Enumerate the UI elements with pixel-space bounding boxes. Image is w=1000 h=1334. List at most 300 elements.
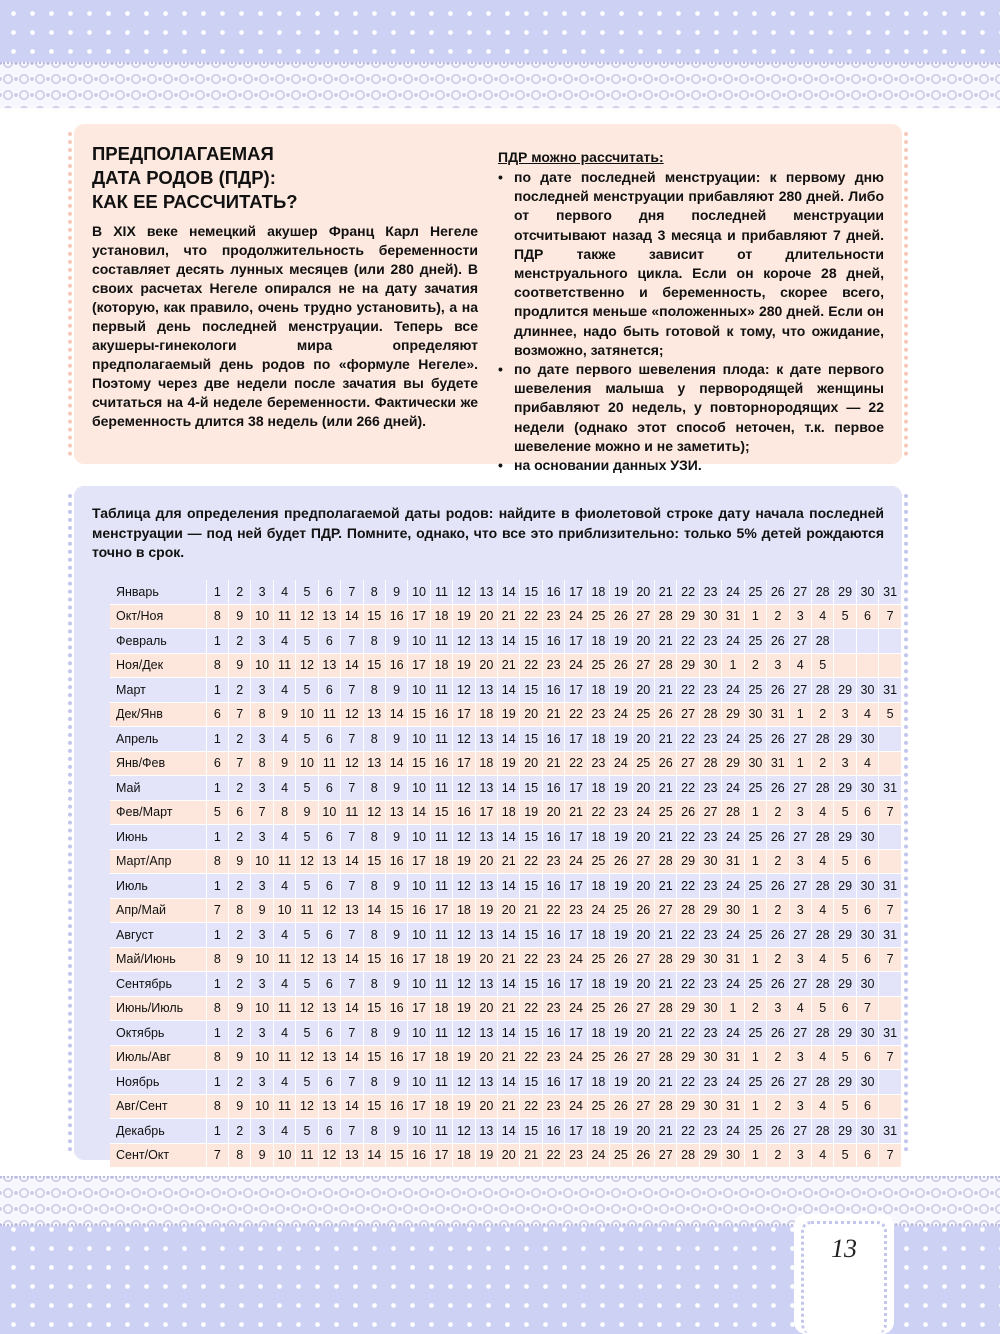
day-cell: 9 xyxy=(251,899,273,924)
day-cell: 16 xyxy=(408,899,430,924)
day-cell: 14 xyxy=(498,972,520,997)
day-cell: 20 xyxy=(476,1046,498,1071)
day-cell: 22 xyxy=(520,948,542,973)
day-cell: 10 xyxy=(408,629,430,654)
day-cell: 19 xyxy=(610,776,632,801)
day-cell: 11 xyxy=(274,654,296,679)
day-cell: 8 xyxy=(364,874,386,899)
day-cell: 19 xyxy=(453,1046,475,1071)
day-cell: 21 xyxy=(655,1070,677,1095)
day-cell: 30 xyxy=(857,972,879,997)
day-cell: 3 xyxy=(767,997,789,1022)
day-cell: 12 xyxy=(453,874,475,899)
day-cell: 8 xyxy=(251,752,273,777)
day-cell: 3 xyxy=(790,801,812,826)
day-cell: 27 xyxy=(633,654,655,679)
day-cell: 13 xyxy=(319,850,341,875)
day-cell: 23 xyxy=(700,727,722,752)
day-cell: 20 xyxy=(633,1119,655,1144)
day-cell: 18 xyxy=(588,776,610,801)
day-cell: 10 xyxy=(408,580,430,605)
day-cell: 9 xyxy=(386,874,408,899)
bullet-icon: • xyxy=(498,361,503,378)
day-cell: 5 xyxy=(834,1095,856,1120)
day-cell: 11 xyxy=(341,801,363,826)
day-cell: 14 xyxy=(341,605,363,630)
day-cell: 30 xyxy=(700,948,722,973)
day-cell: 19 xyxy=(453,997,475,1022)
day-cell: 1 xyxy=(745,899,767,924)
day-cell: 15 xyxy=(520,923,542,948)
day-cell: 25 xyxy=(633,703,655,728)
day-cell: 27 xyxy=(633,948,655,973)
day-cell: 5 xyxy=(296,972,318,997)
day-cell: 24 xyxy=(565,850,587,875)
day-cell: 17 xyxy=(431,899,453,924)
day-cell: 11 xyxy=(431,580,453,605)
day-cell: 20 xyxy=(476,654,498,679)
table-intro-text: Таблица для определения предполагаемой даты родов: найдите в фиолетовой строке дату начала последней менструации — под ней будет ПДР. Помните, однако, что все это приблизительно: только 5% детей рождаются точно в срок. xyxy=(92,505,884,560)
day-cell: 3 xyxy=(251,1070,273,1095)
lace-border-top xyxy=(0,62,1000,112)
day-cell: 12 xyxy=(453,1021,475,1046)
day-cell: 31 xyxy=(722,1046,744,1071)
month-label: Январь xyxy=(110,580,207,605)
day-cell: 5 xyxy=(296,825,318,850)
day-cell: 9 xyxy=(386,1070,408,1095)
day-cell: 19 xyxy=(453,605,475,630)
day-cell: 6 xyxy=(319,874,341,899)
day-cell: 4 xyxy=(274,825,296,850)
day-cell: 27 xyxy=(790,825,812,850)
day-cell: 21 xyxy=(655,776,677,801)
day-cell: 9 xyxy=(386,1119,408,1144)
day-cell: 26 xyxy=(677,801,699,826)
day-cell: 30 xyxy=(857,1119,879,1144)
table-row-start-month xyxy=(110,1070,902,1095)
day-cell: 5 xyxy=(296,629,318,654)
day-cell: 4 xyxy=(274,1021,296,1046)
day-cell xyxy=(834,654,856,679)
day-cell: 11 xyxy=(431,678,453,703)
day-cell: 17 xyxy=(408,1095,430,1120)
day-cell: 9 xyxy=(251,1144,273,1169)
day-cell: 11 xyxy=(431,825,453,850)
day-cell: 11 xyxy=(274,997,296,1022)
day-cell: 11 xyxy=(274,1095,296,1120)
day-cell: 23 xyxy=(543,605,565,630)
day-cell: 4 xyxy=(274,727,296,752)
day-cell: 19 xyxy=(610,727,632,752)
day-cell: 11 xyxy=(431,1119,453,1144)
day-cell: 4 xyxy=(812,948,834,973)
day-cell: 12 xyxy=(453,923,475,948)
day-cell: 28 xyxy=(677,1144,699,1169)
day-cell: 10 xyxy=(251,605,273,630)
day-cell: 6 xyxy=(319,678,341,703)
day-cell: 20 xyxy=(633,923,655,948)
day-cell: 15 xyxy=(520,1070,542,1095)
day-cell: 30 xyxy=(857,874,879,899)
day-cell: 14 xyxy=(341,850,363,875)
day-cell: 15 xyxy=(408,703,430,728)
month-label: Ноябрь xyxy=(110,1070,207,1095)
day-cell: 16 xyxy=(431,703,453,728)
due-date-table xyxy=(110,580,902,1168)
month-label: Апр/Май xyxy=(110,899,207,924)
day-cell: 16 xyxy=(386,605,408,630)
day-cell: 4 xyxy=(812,1144,834,1169)
day-cell: 13 xyxy=(319,1046,341,1071)
day-cell: 26 xyxy=(610,850,632,875)
day-cell: 2 xyxy=(767,605,789,630)
day-cell: 18 xyxy=(431,997,453,1022)
day-cell: 14 xyxy=(498,1070,520,1095)
day-cell: 5 xyxy=(296,580,318,605)
day-cell: 18 xyxy=(588,1119,610,1144)
day-cell: 12 xyxy=(453,727,475,752)
day-cell: 8 xyxy=(364,1119,386,1144)
bullet-icon: • xyxy=(498,457,503,474)
day-cell: 23 xyxy=(700,1021,722,1046)
day-cell: 22 xyxy=(565,752,587,777)
day-cell: 27 xyxy=(633,1095,655,1120)
day-cell: 13 xyxy=(319,654,341,679)
day-cell: 16 xyxy=(431,752,453,777)
day-cell: 5 xyxy=(296,678,318,703)
day-cell: 5 xyxy=(834,850,856,875)
day-cell: 22 xyxy=(677,825,699,850)
day-cell: 11 xyxy=(431,1021,453,1046)
day-cell: 23 xyxy=(700,923,722,948)
day-cell: 16 xyxy=(543,1070,565,1095)
day-cell: 19 xyxy=(453,1095,475,1120)
day-cell: 11 xyxy=(319,752,341,777)
day-cell: 22 xyxy=(520,1046,542,1071)
day-cell: 23 xyxy=(543,1046,565,1071)
month-label: Декабрь xyxy=(110,1119,207,1144)
day-cell: 17 xyxy=(565,727,587,752)
day-cell: 9 xyxy=(386,1021,408,1046)
day-cell: 6 xyxy=(857,1095,879,1120)
day-cell: 20 xyxy=(633,972,655,997)
day-cell xyxy=(857,654,879,679)
day-cell: 13 xyxy=(476,1119,498,1144)
day-cell: 3 xyxy=(767,654,789,679)
day-cell: 6 xyxy=(207,703,229,728)
day-cell: 25 xyxy=(745,825,767,850)
day-cell: 23 xyxy=(700,1119,722,1144)
day-cell: 20 xyxy=(633,1070,655,1095)
day-cell: 18 xyxy=(453,899,475,924)
day-cell: 8 xyxy=(207,850,229,875)
day-cell: 20 xyxy=(633,580,655,605)
day-cell: 26 xyxy=(655,752,677,777)
day-cell: 17 xyxy=(453,752,475,777)
day-cell: 31 xyxy=(879,1021,902,1046)
day-cell: 31 xyxy=(722,605,744,630)
pdr-method-text: на основании данных УЗИ. xyxy=(514,457,702,474)
day-cell: 17 xyxy=(565,678,587,703)
day-cell: 26 xyxy=(767,629,789,654)
day-cell: 11 xyxy=(319,703,341,728)
day-cell: 9 xyxy=(229,850,251,875)
day-cell: 29 xyxy=(834,1119,856,1144)
day-cell: 29 xyxy=(677,654,699,679)
info-title-line: ДАТА РОДОВ (ПДР): xyxy=(92,167,276,188)
day-cell: 29 xyxy=(722,752,744,777)
day-cell: 29 xyxy=(700,1144,722,1169)
month-label: Май/Июнь xyxy=(110,948,207,973)
table-row-start-month xyxy=(110,825,902,850)
day-cell: 9 xyxy=(386,923,408,948)
day-cell: 23 xyxy=(543,654,565,679)
day-cell: 24 xyxy=(722,1021,744,1046)
month-label: Февраль xyxy=(110,629,207,654)
day-cell: 2 xyxy=(767,850,789,875)
day-cell: 27 xyxy=(790,580,812,605)
day-cell: 22 xyxy=(543,899,565,924)
day-cell: 3 xyxy=(790,948,812,973)
day-cell: 25 xyxy=(588,605,610,630)
month-label: Март/Апр xyxy=(110,850,207,875)
day-cell: 16 xyxy=(543,1119,565,1144)
day-cell: 7 xyxy=(207,899,229,924)
day-cell: 31 xyxy=(879,678,902,703)
day-cell: 9 xyxy=(229,1095,251,1120)
day-cell: 29 xyxy=(834,727,856,752)
day-cell: 31 xyxy=(767,703,789,728)
day-cell: 8 xyxy=(274,801,296,826)
day-cell: 24 xyxy=(722,727,744,752)
day-cell: 10 xyxy=(274,899,296,924)
day-cell: 18 xyxy=(588,1021,610,1046)
day-cell: 9 xyxy=(229,1046,251,1071)
day-cell: 20 xyxy=(633,825,655,850)
month-label: Дек/Янв xyxy=(110,703,207,728)
day-cell: 11 xyxy=(274,850,296,875)
day-cell: 17 xyxy=(431,1144,453,1169)
day-cell: 29 xyxy=(700,899,722,924)
day-cell: 9 xyxy=(274,703,296,728)
day-cell: 8 xyxy=(364,972,386,997)
day-cell: 6 xyxy=(857,605,879,630)
day-cell: 28 xyxy=(655,605,677,630)
day-cell: 13 xyxy=(319,948,341,973)
day-cell: 28 xyxy=(812,678,834,703)
day-cell: 8 xyxy=(364,727,386,752)
pdr-methods-list xyxy=(498,168,884,475)
day-cell: 2 xyxy=(745,654,767,679)
day-cell: 23 xyxy=(610,801,632,826)
day-cell: 24 xyxy=(722,1119,744,1144)
day-cell: 22 xyxy=(677,874,699,899)
day-cell: 16 xyxy=(386,1095,408,1120)
day-cell: 30 xyxy=(857,825,879,850)
day-cell: 22 xyxy=(677,1021,699,1046)
day-cell: 6 xyxy=(319,1070,341,1095)
day-cell: 18 xyxy=(588,727,610,752)
table-row-due-month xyxy=(110,1095,902,1120)
day-cell: 13 xyxy=(476,1021,498,1046)
day-cell: 19 xyxy=(453,948,475,973)
day-cell: 10 xyxy=(251,850,273,875)
day-cell: 14 xyxy=(341,1046,363,1071)
day-cell: 25 xyxy=(745,923,767,948)
day-cell: 6 xyxy=(857,801,879,826)
day-cell: 6 xyxy=(857,850,879,875)
day-cell: 16 xyxy=(543,874,565,899)
day-cell: 12 xyxy=(296,1046,318,1071)
day-cell: 25 xyxy=(655,801,677,826)
day-cell: 5 xyxy=(296,727,318,752)
day-cell: 2 xyxy=(229,678,251,703)
day-cell: 13 xyxy=(319,997,341,1022)
day-cell: 21 xyxy=(520,899,542,924)
day-cell: 9 xyxy=(386,825,408,850)
day-cell: 18 xyxy=(476,752,498,777)
day-cell: 16 xyxy=(408,1144,430,1169)
day-cell: 24 xyxy=(565,654,587,679)
pdr-methods-heading: ПДР можно рассчитать: xyxy=(498,149,664,165)
day-cell: 19 xyxy=(610,825,632,850)
day-cell: 23 xyxy=(700,825,722,850)
day-cell: 7 xyxy=(341,727,363,752)
day-cell: 2 xyxy=(229,1070,251,1095)
day-cell: 7 xyxy=(879,899,902,924)
day-cell: 10 xyxy=(319,801,341,826)
day-cell: 4 xyxy=(274,874,296,899)
day-cell: 27 xyxy=(677,703,699,728)
day-cell: 27 xyxy=(790,1119,812,1144)
day-cell: 31 xyxy=(879,923,902,948)
day-cell: 8 xyxy=(364,629,386,654)
day-cell: 9 xyxy=(386,678,408,703)
day-cell: 28 xyxy=(700,703,722,728)
day-cell: 29 xyxy=(677,1095,699,1120)
day-cell: 19 xyxy=(453,850,475,875)
month-label: Октябрь xyxy=(110,1021,207,1046)
day-cell: 30 xyxy=(700,850,722,875)
month-label: Август xyxy=(110,923,207,948)
day-cell xyxy=(879,972,902,997)
page-number: 13 xyxy=(831,1234,857,1263)
day-cell: 14 xyxy=(341,1095,363,1120)
day-cell: 3 xyxy=(834,752,856,777)
table-row-due-month xyxy=(110,801,902,826)
day-cell: 4 xyxy=(812,1095,834,1120)
table-row-due-month xyxy=(110,850,902,875)
day-cell: 1 xyxy=(207,629,229,654)
day-cell: 6 xyxy=(319,923,341,948)
info-right-column xyxy=(498,148,884,475)
day-cell: 27 xyxy=(633,605,655,630)
day-cell: 4 xyxy=(790,654,812,679)
day-cell: 30 xyxy=(700,1095,722,1120)
day-cell: 20 xyxy=(633,776,655,801)
day-cell: 2 xyxy=(229,580,251,605)
pdr-method-text: по дате последней менструации: к первому дню последней менструации прибавляют 280 дней. Либо от первого дня последней менструации отсчитывают назад 3 месяца и прибавляют 7 дней. ПДР также зависит от длительности менструального цикла. Если он короче 28 дней, соответственно и беременность, скорее всего, продлится меньше «положенных» 280 дней. Если он длиннее, надо быть готовой к тому, что ожидание, возможно, затянется; xyxy=(514,169,884,358)
day-cell: 11 xyxy=(431,776,453,801)
day-cell: 24 xyxy=(722,776,744,801)
day-cell: 21 xyxy=(498,1095,520,1120)
day-cell: 26 xyxy=(610,605,632,630)
day-cell: 4 xyxy=(812,899,834,924)
month-label: Март xyxy=(110,678,207,703)
day-cell: 7 xyxy=(229,752,251,777)
day-cell: 4 xyxy=(274,678,296,703)
day-cell: 2 xyxy=(229,874,251,899)
day-cell: 25 xyxy=(745,727,767,752)
day-cell: 14 xyxy=(408,801,430,826)
day-cell: 12 xyxy=(453,629,475,654)
day-cell: 4 xyxy=(274,923,296,948)
day-cell: 22 xyxy=(677,629,699,654)
day-cell: 20 xyxy=(520,703,542,728)
day-cell: 12 xyxy=(341,752,363,777)
day-cell: 12 xyxy=(296,654,318,679)
day-cell: 19 xyxy=(476,1144,498,1169)
day-cell: 20 xyxy=(520,752,542,777)
day-cell: 7 xyxy=(879,801,902,826)
day-cell: 1 xyxy=(745,605,767,630)
day-cell: 19 xyxy=(610,923,632,948)
day-cell: 17 xyxy=(408,948,430,973)
day-cell: 19 xyxy=(498,703,520,728)
day-cell: 7 xyxy=(341,1119,363,1144)
day-cell: 1 xyxy=(207,580,229,605)
day-cell: 12 xyxy=(453,825,475,850)
day-cell: 6 xyxy=(319,1021,341,1046)
day-cell: 17 xyxy=(408,654,430,679)
day-cell: 28 xyxy=(655,850,677,875)
day-cell: 19 xyxy=(520,801,542,826)
day-cell: 22 xyxy=(588,801,610,826)
day-cell: 24 xyxy=(722,629,744,654)
day-cell: 25 xyxy=(745,629,767,654)
day-cell: 30 xyxy=(722,1144,744,1169)
day-cell: 14 xyxy=(498,923,520,948)
day-cell: 30 xyxy=(700,997,722,1022)
day-cell: 1 xyxy=(745,1046,767,1071)
day-cell: 8 xyxy=(207,1046,229,1071)
day-cell: 18 xyxy=(431,654,453,679)
day-cell: 16 xyxy=(543,972,565,997)
day-cell: 21 xyxy=(543,703,565,728)
day-cell: 30 xyxy=(700,654,722,679)
day-cell: 1 xyxy=(745,850,767,875)
day-cell: 3 xyxy=(251,923,273,948)
day-cell: 3 xyxy=(790,1095,812,1120)
day-cell: 28 xyxy=(812,1021,834,1046)
day-cell: 28 xyxy=(700,752,722,777)
day-cell: 21 xyxy=(498,997,520,1022)
table-row-start-month xyxy=(110,972,902,997)
day-cell: 11 xyxy=(431,1070,453,1095)
day-cell: 13 xyxy=(319,1095,341,1120)
day-cell: 17 xyxy=(565,1021,587,1046)
day-cell: 28 xyxy=(812,874,834,899)
day-cell: 26 xyxy=(767,727,789,752)
day-cell: 18 xyxy=(431,850,453,875)
day-cell: 15 xyxy=(520,776,542,801)
day-cell: 24 xyxy=(565,1095,587,1120)
day-cell: 9 xyxy=(274,752,296,777)
day-cell: 18 xyxy=(588,1070,610,1095)
day-cell: 4 xyxy=(274,972,296,997)
day-cell: 30 xyxy=(857,923,879,948)
day-cell: 14 xyxy=(498,776,520,801)
